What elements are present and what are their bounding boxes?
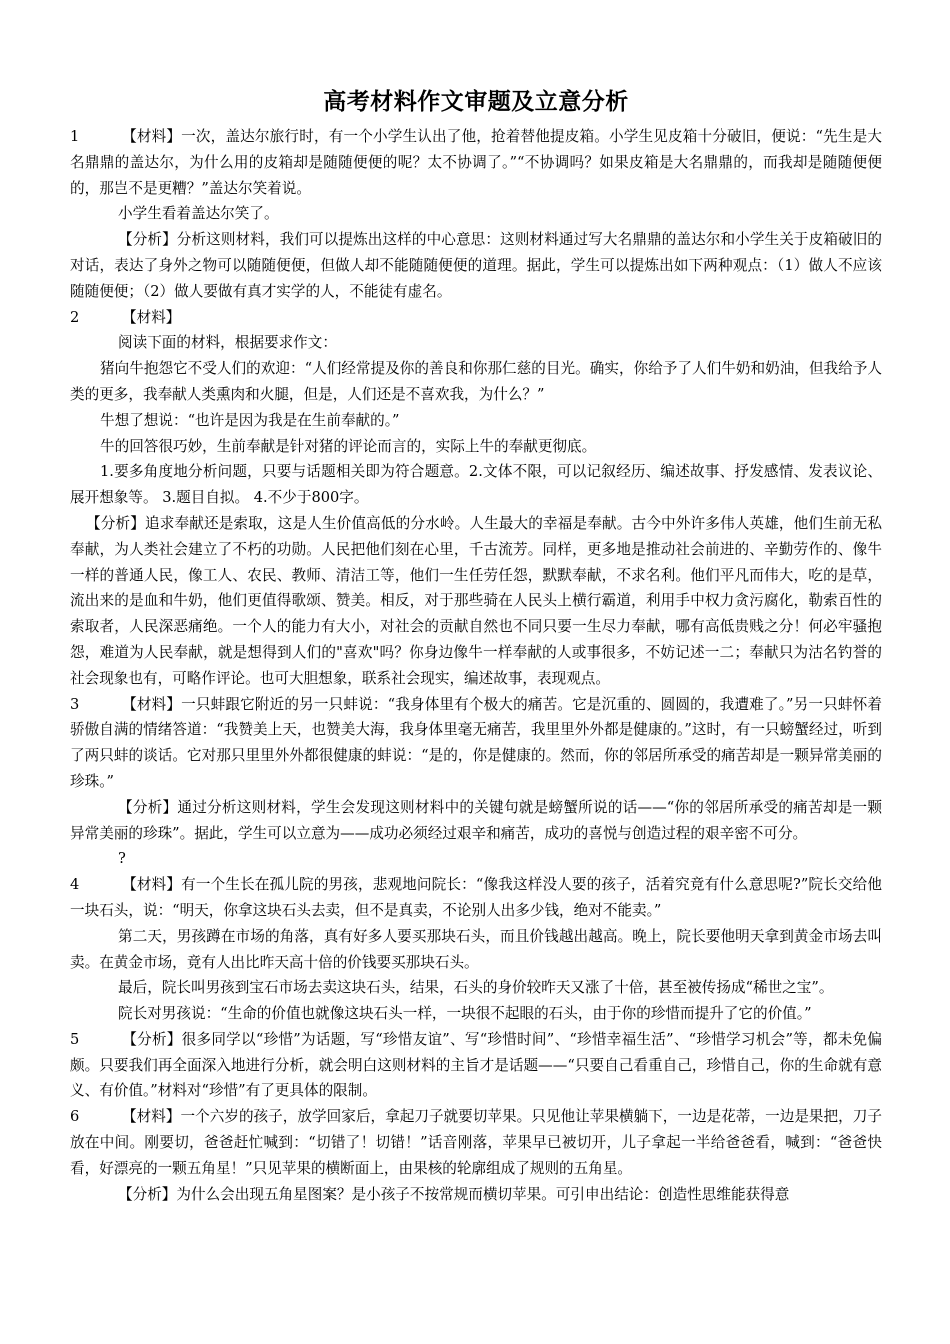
- document-title: 高考材料作文审题及立意分析: [323, 89, 629, 115]
- paragraph-text: 第二天，男孩蹲在市场的角落，真有好多人要买那块石头，而且价钱越出越高。晚上，院长要他明天拿到黄金市场去叫卖。在黄金市场，竟有人出比昨天高十倍的价钱要买那块石头。: [70, 927, 882, 971]
- paragraph-text: 【分析】追求奉献还是索取，这是人生价值高低的分水岭。人生最大的幸福是奉献。古今中外许多伟人英雄，他们生前无私奉献，为人类社会建立了不朽的功勋。人民把他们刻在心里，千古流芳。同样，更多地是推动社会前进的、辛勤劳作的、像牛一样的普通人民，像工人、农民、教师、清洁工等，他们一生任劳任怨，默默奉献，不求名利。他们平凡而伟大，吃的是草，流出来的是血和牛奶，他们更值得歌颂、赞美。相反，对于那些骑在人民头上横行霸道，利用手中权力贪污腐化，勒索百性的索取者，人民深恶痛绝。一个人的能力有大小，对社会的贡献自然也不同只要一生尽力奉献，哪有高低贵贱之分！何必牢骚抱怨，难道为人民奉献，就是想得到人们的"喜欢"吗？你身边像牛一样奉献的人或事很多，不妨记述一二；奉献只为沽名钓誉的社会现象也有，可略作评论。也可大胆想象，联系社会现实，编述故事，表现观点。: [70, 514, 882, 687]
- document-page: [70, 82, 882, 1207]
- paragraph-text: 【分析】为什么会出现五角星图案？是小孩子不按常规而横切苹果。可引申出结论：创造性思维能获得意: [118, 1185, 790, 1203]
- paragraph-text: 【材料】一个六岁的孩子，放学回家后，拿起刀子就要切苹果。只见他让苹果横躺下，一边是花蒂，一边是果把，刀子放在中间。刚要切，爸爸赶忙喊到：“切错了！切错！”话音刚落，苹果早已被切开，儿子拿起一半给爸爸看，喊到：“爸爸快看，好漂亮的一颗五角星！”只见苹果的横断面上，由果核的轮廓组成了规则的五角星。: [70, 1108, 882, 1177]
- paragraph: [70, 511, 882, 692]
- paragraph: [70, 872, 882, 924]
- paragraph: [70, 356, 882, 408]
- paragraph-number: 4: [70, 876, 80, 894]
- paragraph: [70, 459, 882, 511]
- paragraph-text: 最后，院长叫男孩到宝石市场去卖这块石头，结果，石头的身价较昨天又涨了十倍，甚至被传扬成“稀世之宝”。: [118, 979, 834, 997]
- paragraph-text: 阅读下面的材料，根据要求作文：: [118, 334, 337, 352]
- paragraph-text: 【材料】有一个生长在孤儿院的男孩，悲观地问院长：“像我这样没人要的孩子，活着究竟有什么意思呢?”院长交给他一块石头，说：“明天，你拿这块石头去卖，但不是真卖，不论别人出多少钱，绝对不能卖。”: [70, 876, 882, 919]
- paragraph-text: 【材料】一次，盖达尔旅行时，有一个小学生认出了他，抢着替他提皮箱。小学生见皮箱十分破旧，便说：“先生是大名鼎鼎的盖达尔，为什么用的皮箱却是随随便便的呢？太不协调了。”“不协调吗？如果皮箱是大名鼎鼎的，而我却是随随便便的，那岂不是更糟？”盖达尔笑着说。: [70, 128, 882, 197]
- paragraph: [70, 408, 882, 434]
- paragraph: [70, 1104, 882, 1181]
- paragraph: [70, 795, 882, 847]
- paragraph-text: 【材料】一只蚌跟它附近的另一只蚌说：“我身体里有个极大的痛苦。它是沉重的、圆圆的，我遭难了。”另一只蚌怀着骄傲自满的情绪答道：“我赞美上天，也赞美大海，我身体里毫无痛苦，我里里外外都是健康的。”这时，有一只螃蟹经过，听到了两只蚌的谈话。它对那只里里外外都很健康的蚌说：“是的，你是健康的。然而，你的邻居所承受的痛苦却是一颗异常美丽的珍珠。”: [70, 695, 882, 790]
- paragraph: [70, 692, 882, 795]
- paragraph: [70, 1182, 882, 1208]
- paragraph: [70, 1001, 882, 1027]
- paragraph-text: 【分析】很多同学以“珍惜”为话题，写“珍惜友谊”、写“珍惜时间”、“珍惜幸福生活”、“珍惜学习机会”等，都未免偏颇。只要我们再全面深入地进行分析，就会明白这则材料的主旨才是话题——“只要自己看重自己，珍惜自己，你的生命就有意义、有价值。”材料对“珍惜”有了更具体的限制。: [70, 1030, 882, 1100]
- paragraph-text: 【材料】: [122, 308, 181, 326]
- paragraph-text: 1.要多角度地分析问题，只要与话题相关即为符合题意。2.文体不限，可以记叙经历、编述故事、抒发感情、发表议论、展开想象等。 3.题目自拟。 4.不少于800字。: [70, 463, 882, 507]
- paragraph-number: 5: [70, 1030, 80, 1048]
- paragraph-text: 院长对男孩说：“生命的价值也就像这块石头一样，一块很不起眼的石头，由于你的珍惜而提升了它的价值。”: [118, 1005, 812, 1023]
- document-body: [70, 124, 882, 1207]
- paragraph-number: 6: [70, 1108, 80, 1126]
- paragraph-text: 小学生看着盖达尔笑了。: [118, 205, 279, 223]
- paragraph-text: 【分析】通过分析这则材料，学生会发现这则材料中的关键句就是螃蟹所说的话——“你的邻居所承受的痛苦却是一颗异常美丽的珍珠”。据此，学生可以立意为——成功必须经过艰辛和痛苦，成功的喜悦与创造过程的艰辛密不可分。: [70, 798, 882, 842]
- paragraph-text: 牛的回答很巧妙，生前奉献是针对猪的评论而言的，实际上牛的奉献更彻底。: [100, 437, 597, 455]
- paragraph-number: 3: [70, 695, 80, 713]
- paragraph-text: 牛想了想说：“也许是因为我是在生前奉献的。”: [100, 411, 400, 429]
- paragraph-text: 猪向牛抱怨它不受人们的欢迎：“人们经常提及你的善良和你那仁慈的目光。确实，你给予了人们牛奶和奶油，但我给予人类的更多，我奉献人类熏肉和火腿，但是，人们还是不喜欢我，为什么？”: [70, 360, 882, 403]
- paragraph: [70, 924, 882, 976]
- paragraph: [70, 330, 882, 356]
- paragraph-number: 2: [70, 308, 80, 326]
- paragraph: [70, 975, 882, 1001]
- paragraph-text: 【分析】分析这则材料，我们可以提炼出这样的中心意思：这则材料通过写大名鼎鼎的盖达尔和小学生关于皮箱破旧的对话，表达了身外之物可以随随便便，但做人却不能随随便便的道理。据此，学生可以提炼出如下两种观点：（1）做人不应该随随便便；（2）做人要做有真才实学的人，不能徒有虚名。: [70, 231, 882, 300]
- paragraph: [70, 305, 882, 331]
- paragraph: [70, 227, 882, 304]
- paragraph: [70, 201, 882, 227]
- paragraph: [70, 846, 882, 872]
- paragraph-number: 1: [70, 128, 80, 145]
- paragraph: [70, 434, 882, 460]
- paragraph: [70, 124, 882, 201]
- paragraph-text: ?: [118, 850, 126, 868]
- paragraph: [70, 1027, 882, 1104]
